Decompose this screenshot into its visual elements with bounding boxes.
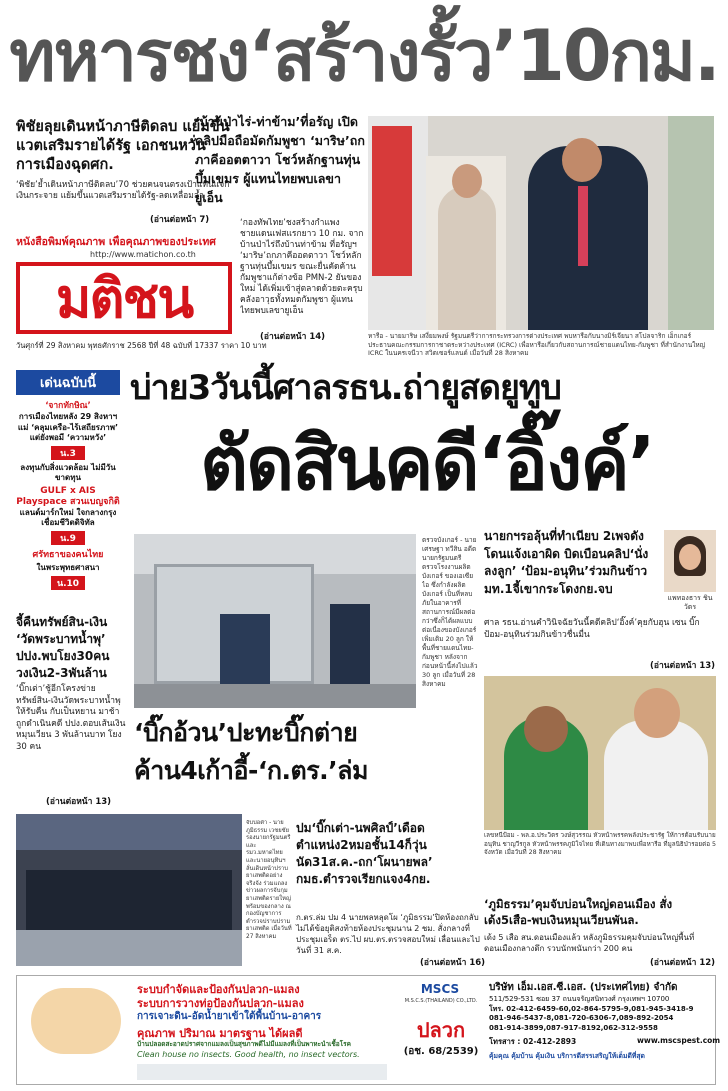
diplomats-caption: หารือ - นายมาริษ เสงี่ยมพงษ์ รัฐมนตรีว่าการกระทรวงการต่างประเทศ พบหารือกับนางมิร์เจียนา สโปลจาริก เอ็กเกอร์ ประธานคณะกรรมการกาชาดระหว่างประเทศ (ICRC) เพื่อหารือเกี่ยวกับสถานการณ์ชายแดนไทย-กัมพูชา ที่สำนักงานใหญ่ ICRC ในนครเจนีวา สวิตเซอร์แลนด์ เมื่อวันที่ 28 สิงหาคม: [368, 332, 706, 357]
ad-web[interactable]: www.mscspest.com: [637, 1036, 721, 1045]
ad-line3: การเจาะดิน-อัดน้ำยาเข้าใต้พื้นบ้าน-อาคาร: [137, 1011, 322, 1022]
hl-3-page: น.9: [51, 531, 85, 545]
left-top-more: (อ่านต่อหน้า 7): [150, 215, 210, 225]
ad-insect-illustration: [31, 988, 121, 1054]
ad-brand-sub: M.S.C.S.(THAILAND) CO.,LTD.: [404, 998, 478, 1004]
border-story-more: (อ่านต่อหน้า 14): [260, 332, 326, 342]
cyber-story-headline: นายกฯรอลุ้นที่ทำเนียบ 2เพจดังโดนแจ้งเอาผิด บิดเบือนคลิป‘นั่งลงลูก’ ‘ป้อม-อนุทิน’ร่วมกินข้าว มท.1จี้เขากระโดงกย.จบ: [484, 529, 649, 596]
ad-line1: ระบบกำจัดและป้องกันปลวก-แมลง: [137, 983, 300, 996]
brand-url[interactable]: http://www.matichon.co.th: [90, 250, 196, 259]
dateline: วันศุกร์ที่ 29 สิงหาคม พุทธศักราช 2568 ปีที่ 48 ฉบับที่ 17337 ราคา 10 บาท: [16, 341, 267, 350]
party-photo: [484, 676, 716, 830]
portrait-photo: [664, 530, 716, 592]
matichon-logo: มติชน: [55, 266, 193, 330]
ad-line2: ระบบการวางท่อป้องกันปลวก-แมลง: [137, 997, 304, 1010]
asset-story-headline: จี้คืนทรัพย์สิน-เงิน ‘วัดพระบาทน้ำพุ’ ปปง.พบโยง30คน วงเงิน2-3พันล้าน: [16, 615, 110, 680]
ad-line6: Clean house no insects. Good health, no insect vectors.: [137, 1050, 360, 1059]
ad-box: [16, 975, 721, 1085]
party-story-more: (อ่านต่อหน้า 12): [650, 958, 716, 968]
masthead-headline: ทหารชง‘สร้างรั้ว’10กม.: [9, 15, 719, 97]
ad-line5: บ้านปลอดสะอาดปราศจากแมลงเป็นสุขภาพดีไม่มีแมลงที่เป็นพาหะนำเชื้อโรค: [137, 1040, 351, 1048]
border-story-body: ‘กองทัพไทย’ชงสร้างกำแพงชายแดนเฟสแรกยาว 10 กม. จากบ้านป่าไร่ถึงบ้านท่าข้าม ที่อรัญฯ ‘มาริษ’ถกภาคีออตตาวา โชว์หลักฐานทุ่นบึ้มเขมร ขณะยื่นคัดค้านกัมพูชาแก้ต่างข้อ PMN-2 ยันของใหม่ ได้เพิ่มเข้าสู่ตลาดด้วยตะครุบคลังอาวุธทั้งหมดกัมพูชา ผู้แทนไทยพบเลขายูเอ็น: [240, 218, 364, 316]
highlights-title: เด่นฉบับนี้: [16, 370, 120, 395]
diplomats-photo: [368, 116, 714, 330]
asset-story-body: ‘บิ๊กเต่า’ชู้อีกโครงข่ายทรัพย์สิน-เงินวัดพระบาทน้ำพุ ให้รับคืน กับเป็นหยาน มาช้าถูกดำเนินคดี ปปง.ตอบเส้นเงินหมุนเวียน 3 พันล้านบาท โยง 30 คน: [16, 684, 126, 752]
ad-brand-logo: ปลวก: [416, 1018, 466, 1042]
party-story-headline: ‘ภูมิธรรม’คุมจับบ่อนใหญ่ดอนเมือง สั่งเด้ง5เสือ-พบเงินหมุนเวียนพันล.: [484, 897, 673, 927]
cyber-story-more: (อ่านต่อหน้า 13): [650, 661, 716, 671]
asset-story-more: (อ่านต่อหน้า 13): [46, 797, 112, 807]
highlights-box: [16, 370, 120, 606]
hl-3-head: GULF x AIS Playspace สวนเบญจกิติ: [16, 485, 120, 507]
logo-box: [16, 262, 232, 334]
police-story-more: (อ่านต่อหน้า 16): [420, 958, 486, 968]
left-top-headline: พิชัยลุยเดินหน้าภาษีติดลบ แย้มขึ้นแวตเสริมรายได้รัฐ เอกชนหวั่นการเมืองฉุดศก.: [16, 119, 230, 173]
party-caption: เลขหนีป้อม - พล.อ.ประวิตร วงษ์สุวรรณ หัวหน้าพรรคพลังประชารัฐ ให้การต้อนรับนายอนุทิน ชาญวีรกูล หัวหน้าพรรคภูมิใจไทย ที่เดินทางมาพบเพื่อหารือ ที่มูลนิธิป่ารอยต่อ 5 จังหวัด เมื่อวันที่ 28 สิงหาคม: [484, 832, 716, 856]
cyber-story-body: ศาล รธน.อ่านคำวินิจฉัยวันนี้คดีคลิป‘อิ๊งค์’คุยกับฮุน เซน บิ๊กป้อม-อนุทินร่วมกินข้าวชื่นมื่น: [484, 618, 700, 640]
ad-company: บริษัท เอ็ม.เอส.ซี.เอส. (ประเทศไทย) จำกัด: [489, 982, 678, 993]
lead-headline: ตัดสินคดี‘อิ๊งค์’: [200, 421, 654, 507]
hl-3-text: แลนด์มาร์กใหม่ ใจกลางกรุง เชื่อมชีวิตดิจิทัล: [19, 507, 117, 527]
hl-2-text: ลงทุนกับสิ่งแวดล้อม ไม่มีวันขาดทุน: [20, 462, 116, 482]
police-story-body: ก.ตร.ล่ม ปม 4 นายพลหลุดโผ ‘ภูมิธรรม’ปิดห้องถกลับไม่ได้ข้อยุติสงท้ายห้องประชุมนาน 2 ชม. สั่งกลางที่ประชุมเอร็ด ตร.ไป ผบ.ตร.ตรวจสอบใหม่ เลื่อนและไปวันที่ 31 ส.ค.: [296, 913, 480, 955]
left-top-body: ‘พิชัย’ย้ำเดินหน้าภาษีติดลบ’70 ช่วยคนจนตรงเป้าแทนแจกเงินกระจาย แย้มขึ้นแวตเสริมรายได้รัฐ-ลดเหลื่อมล้ำ: [16, 180, 230, 201]
factory-caption: ตรวจบังเกอร์ - นายเศรษฐา ทวีสิน อดีตนายกรัฐมนตรี ตรวจโรงงานผลิตบังเกอร์ ของเอเซียไอ ซึ่งกำลังผลิตบังเกอร์ เป็นที่หลบภัยในอาคารที่สถานการณ์มีผลต่อกว่าซึ่งก็ได้ผลแบบต่อเนื่องของบังเกอร์เพิ่มเติม 20 ลูก ให้พื้นที่ชายแดนไทย-กัมพูชา หลังจากก่อนหน้านี้ส่งไปแล้ว 30 ลูก เมื่อวันที่ 28 สิงหาคม: [422, 536, 478, 688]
ad-fax: โทรสาร : 02-412-2893: [489, 1037, 577, 1046]
lead-kicker: บ่าย3วันนี้ศาลรธน.ถ่ายูสดยูทูบ: [130, 368, 561, 408]
ad-line4: คุณภาพ ปริมาณ มาตรฐาน ได้ผลดี: [137, 1027, 303, 1040]
drug-bust-photo: [16, 814, 242, 966]
hl-4-head: ศรัทธาของคนไทย: [32, 549, 104, 560]
factory-photo: [134, 534, 416, 708]
party-story-body: เด้ง 5 เสือ สน.ดอนเมืองแล้ว หลังภูมิธรรมคุมจับบ่อนใหญ่พื้นที่ดอนเมืองกลางดึก รวบนักพนันกว่า 200 คน: [484, 933, 695, 953]
hl-1-head: ‘จากทักษิณ’: [45, 401, 91, 411]
ad-phone2: 081-946-5437-8,081-720-6306-7,089-892-2054: [489, 1014, 674, 1022]
ad-phone3: 081-914-3899,087-917-8192,062-312-9558: [489, 1024, 658, 1032]
ad-footer: คุ้มคุณ คุ้มบ้าน คุ้มเงิน บริการดีสรรเสริญให้เต็มดีที่สุด: [489, 1052, 645, 1060]
police-story-subhead: ปม‘บิ๊กเต่า-นพศิลป์’เดือด ตำแหน่ง2หมอชั้น14ก็วุ่น นัด31ส.ค.-ถก‘โผนายพล’ กมธ.ตำรวจเรียกแจง4กย.: [296, 821, 433, 886]
ad-brand: MSCS: [420, 982, 460, 996]
ad-certification-logos: [137, 1064, 387, 1080]
ad-phone1: โทร. 02-412-6459-60,02-864-5795-9,081-945-3418-9: [489, 1005, 694, 1013]
portrait-caption: แพทองธาร ชินวัตร: [667, 594, 713, 611]
ad-address: 511/529-531 ซอย 37 ถนนจรัญสนิทวงศ์ กรุงเทพฯ 10700: [489, 995, 670, 1003]
hl-1-text: การเมืองไทยหลัง 29 สิงหาฯ แม่ ‘คลุมเครือ-ไร้เสถียรภาพ’ แต่ยังพอมี ‘ความหวัง’: [17, 412, 119, 442]
hl-4-text: ในพระพุทธศาสนา: [36, 562, 100, 572]
border-story-headline: ‘บ้านป่าไร่-ท่าข้าม’ที่อรัญ เปิดคลิปมือถือมัดกัมพูชา ‘มาริษ’ถกภาคีออตตาวา โชว์หลักฐานทุ่นบึ้มเขมร ผู้แทนไทยพบเลขายูเอ็น: [195, 114, 365, 205]
hl-4-page: น.10: [51, 576, 85, 590]
police-story-headline: ‘บิ๊กอ้วน’ปะทะบิ๊กต่าย ค้าน4เก้าอี้-‘ก.ตร.’ล่ม: [134, 718, 368, 785]
ad-license: (อช. 68/2539): [403, 1046, 479, 1057]
brand-slogan: หนังสือพิมพ์คุณภาพ เพื่อคุณภาพของประเทศ: [16, 236, 216, 248]
hl-1-page: น.3: [51, 446, 85, 460]
drug-bust-caption: จับบ่อต่ำ - นายภูมิธรรม เวชยชัย รองนายกรัฐมนตรี และ รมว.มหาดไทย และนายอนุทินฯ ลั่นเดินหน้าปราบยาเสพติดอย่างจริงจัง ร่วมแถลงข่าวผลการจับกุมยาเสพติดรายใหญ่ พร้อมของกลาง ณ กองบัญชาการตำรวจปราบปรามยาเสพติด เมื่อวันที่ 27 สิงหาคม: [246, 820, 292, 940]
